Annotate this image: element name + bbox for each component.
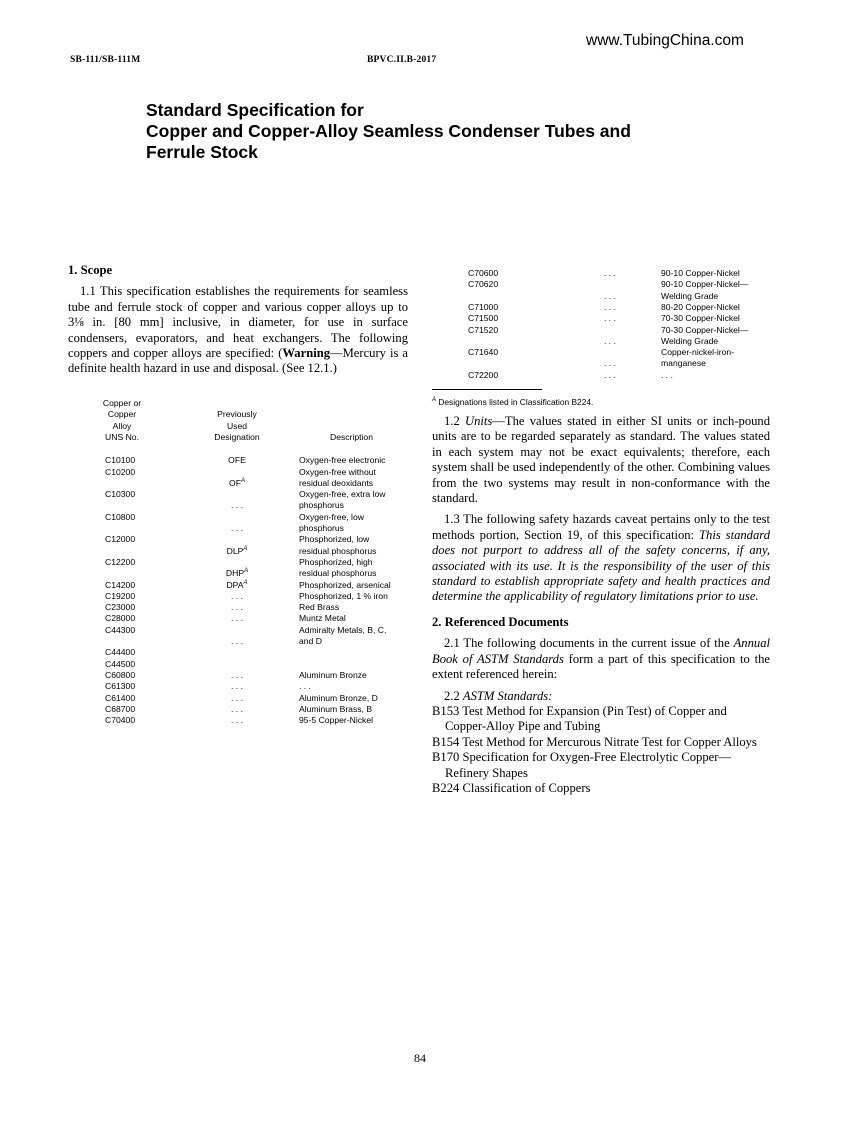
alloy-table-part-1 xyxy=(68,398,408,726)
table-header-designation: Previously xyxy=(217,409,257,420)
table-cell-designation: . . . xyxy=(231,703,243,714)
table-cell-designation: . . . xyxy=(604,313,616,324)
table-header-uns: UNS No. xyxy=(105,431,139,442)
site-watermark: www.TubingChina.com xyxy=(586,32,744,49)
safety-paragraph: 1.3 The following safety hazards caveat pertains only to the test methods portion, Section 19, of this specification: This standard does not purport to address all of the safety concerns, if any, associated with its use. It is the responsibility of the user of this standard to establish appropriate safety and health practices and determine the applicability of regulatory limitations prior to use. xyxy=(432,512,770,604)
ref-item-b153: B153 Test Method for Expansion (Pin Test) of Copper and Copper-Alloy Pipe and Tubing xyxy=(432,703,727,734)
table-cell-description: . . . xyxy=(661,369,673,380)
table-cell-description: and D xyxy=(299,636,322,646)
table-cell-designation: . . . xyxy=(604,335,616,346)
page-number: 84 xyxy=(414,1051,426,1065)
table-cell-uns: C68700 xyxy=(105,703,136,714)
table-header-designation: Designation xyxy=(214,431,260,442)
table-header-description: Description xyxy=(330,431,373,442)
table-cell-uns: C71520 xyxy=(468,324,499,335)
table-cell-uns: C10800 xyxy=(105,511,136,522)
table-cell-description: residual phosphorus xyxy=(299,545,377,556)
alloy-table-part-2 xyxy=(432,268,772,381)
table-cell-description: phosphorus xyxy=(299,523,344,533)
table-cell-uns: C70600 xyxy=(468,268,499,278)
table-cell-designation: . . . xyxy=(231,715,243,726)
table-cell-designation: . . . xyxy=(231,636,243,646)
ref-item-b154: B154 Test Method for Mercurous Nitrate Test for Copper Alloys xyxy=(432,734,757,749)
table-cell-uns: C10200 xyxy=(105,466,136,477)
table-cell-description: Phosphorized, 1 % iron xyxy=(299,590,388,601)
table-cell-designation: . . . xyxy=(231,613,243,624)
table-cell-description: Oxygen-free, low xyxy=(299,511,364,522)
table-cell-designation: . . . xyxy=(231,669,243,680)
table-cell-designation: $OF^A$ xyxy=(229,477,245,488)
table-cell-description: Welding Grade xyxy=(661,335,719,346)
title-line-1: Standard Specification for xyxy=(146,100,364,120)
table-cell-designation: OFE xyxy=(228,455,246,466)
table-cell-designation: $DLP^A$ xyxy=(226,545,248,556)
table-cell-designation: $DHP^A$ xyxy=(225,568,249,579)
table-cell-uns: C10300 xyxy=(105,489,136,500)
table-cell-uns: C44400 xyxy=(105,647,136,658)
table-cell-uns: C70620 xyxy=(468,279,499,290)
units-paragraph: 1.2 Units—The values stated in either SI units or inch-pound units are to be regarded separately as standard. The values stated in each system may not be exact equivalents; therefore, each system shall be used independently of the other. Combining values from the two systems may result in non-conformance with the standard. xyxy=(432,414,771,506)
table-cell-description: residual phosphorus xyxy=(299,568,377,579)
table-cell-uns: C44300 xyxy=(105,624,136,635)
table-cell-uns: C71500 xyxy=(468,313,499,324)
table-cell-designation: . . . xyxy=(231,692,243,703)
table-cell-uns: C72200 xyxy=(468,369,499,380)
refs-paragraph-2-2: 2.2 ASTM Standards: xyxy=(444,688,553,703)
table-cell-description: 70-30 Copper-Nickel xyxy=(661,313,740,324)
table-cell-uns: C71640 xyxy=(468,347,499,358)
table-cell-description: Red Brass xyxy=(299,602,340,613)
table-cell-designation: . . . xyxy=(604,268,616,278)
table-cell-designation: . . . xyxy=(604,301,616,312)
table-cell-designation: . . . xyxy=(231,590,243,601)
ref-item-b170: B170 Specification for Oxygen-Free Electrolytic Copper—Refinery Shapes xyxy=(432,750,732,780)
table-cell-description: 90-10 Copper-Nickel xyxy=(661,268,740,278)
footnote-rule xyxy=(432,389,542,390)
document-title xyxy=(146,100,631,163)
title-line-2: Copper and Copper-Alloy Seamless Condenser Tubes and xyxy=(146,121,631,141)
referenced-documents-heading: 2. Referenced Documents xyxy=(432,614,569,629)
table-cell-description: Oxygen-free electronic xyxy=(299,455,386,466)
table-cell-description: phosphorus xyxy=(299,500,344,511)
table-cell-designation: . . . xyxy=(231,681,243,692)
table-cell-description: 90-10 Copper-Nickel— xyxy=(661,279,749,290)
table-cell-description: Aluminum Bronze, D xyxy=(299,692,378,703)
table-cell-description: Copper-nickel-iron- xyxy=(661,347,735,358)
table-header-uns: Alloy xyxy=(112,420,132,431)
table-cell-uns: C60800 xyxy=(105,669,136,680)
scope-section xyxy=(68,263,408,377)
table-cell-uns: C28000 xyxy=(105,613,136,624)
table-cell-description: Phosphorized, arsenical xyxy=(299,579,391,590)
table-cell-description: Phosphorized, high xyxy=(299,556,373,567)
table-cell-description: 70-30 Copper-Nickel— xyxy=(661,324,749,335)
table-cell-description: Welding Grade xyxy=(661,290,719,301)
table-cell-uns: C71000 xyxy=(468,301,499,312)
table-cell-designation: . . . xyxy=(604,369,616,380)
table-cell-uns: C12000 xyxy=(105,534,136,545)
table-cell-uns: C61400 xyxy=(105,692,136,703)
table-cell-designation: . . . xyxy=(231,602,243,613)
table-cell-uns: C19200 xyxy=(105,590,136,601)
header-code-edition: BPVC.II.B-2017 xyxy=(367,55,437,65)
table-cell-uns: C61300 xyxy=(105,681,136,692)
table-cell-description: Oxygen-free, extra low xyxy=(299,489,386,500)
table-cell-uns: C23000 xyxy=(105,602,136,613)
table-cell-description: Phosphorized, low xyxy=(299,534,370,545)
table-cell-uns: C14200 xyxy=(105,579,136,590)
table-cell-description: Admiralty Metals, B, C, xyxy=(299,624,387,635)
table-cell-designation: . . . xyxy=(604,358,616,369)
header-document-id: SB-111/SB-111M xyxy=(70,55,141,65)
table-cell-description: 95-5 Copper-Nickel xyxy=(299,715,374,726)
table-header-uns: Copper xyxy=(107,409,137,420)
table-cell-description: . . . xyxy=(299,681,311,692)
table-cell-uns: C10100 xyxy=(105,455,136,466)
table-cell-description: residual deoxidants xyxy=(299,477,374,488)
table-cell-designation: . . . xyxy=(231,500,243,511)
title-line-3: Ferrule Stock xyxy=(146,142,258,162)
table-cell-designation: . . . xyxy=(231,523,243,533)
ref-item-b224: B224 Classification of Coppers xyxy=(432,780,591,795)
table-cell-description: Aluminum Bronze xyxy=(299,669,367,680)
table-cell-uns: C12200 xyxy=(105,556,136,567)
scope-paragraph: 1.1 This specification establishes the requirements for seamless tube and ferrule stock of copper and various copper alloys up to 3⅛ in. [80 mm] inclusive, in diameter, for use in surface condensers, evaporators, and heat exchangers. The following coppers and copper alloys are specified: (Warning—Mercury is a definite health hazard in use and disposal. (See 12.1.) xyxy=(68,284,409,376)
refs-paragraph-2-1: 2.1 The following documents in the current issue of the Annual Book of ASTM Standards form a part of this specification to the extent referenced herein: xyxy=(432,636,770,682)
table-cell-uns: C44500 xyxy=(105,658,136,669)
table-cell-description: Oxygen-free without xyxy=(299,466,376,477)
table-header-designation: Used xyxy=(226,420,248,431)
table-footnote: $^A$ Designations listed in Classification B224. xyxy=(432,397,594,407)
table-cell-designation: $DPA^A$ xyxy=(226,579,248,590)
table-cell-description: Muntz Metal xyxy=(299,613,346,624)
table-cell-description: manganese xyxy=(661,358,706,369)
table-cell-description: Aluminum Brass, B xyxy=(299,703,373,714)
table-cell-uns: C70400 xyxy=(105,715,136,726)
table-cell-designation: . . . xyxy=(604,290,616,301)
table-header-uns: Copper or xyxy=(102,398,142,408)
right-column-text xyxy=(432,414,770,796)
scope-heading: 1. Scope xyxy=(68,263,113,277)
table-cell-description: 80-20 Copper-Nickel xyxy=(661,301,740,312)
